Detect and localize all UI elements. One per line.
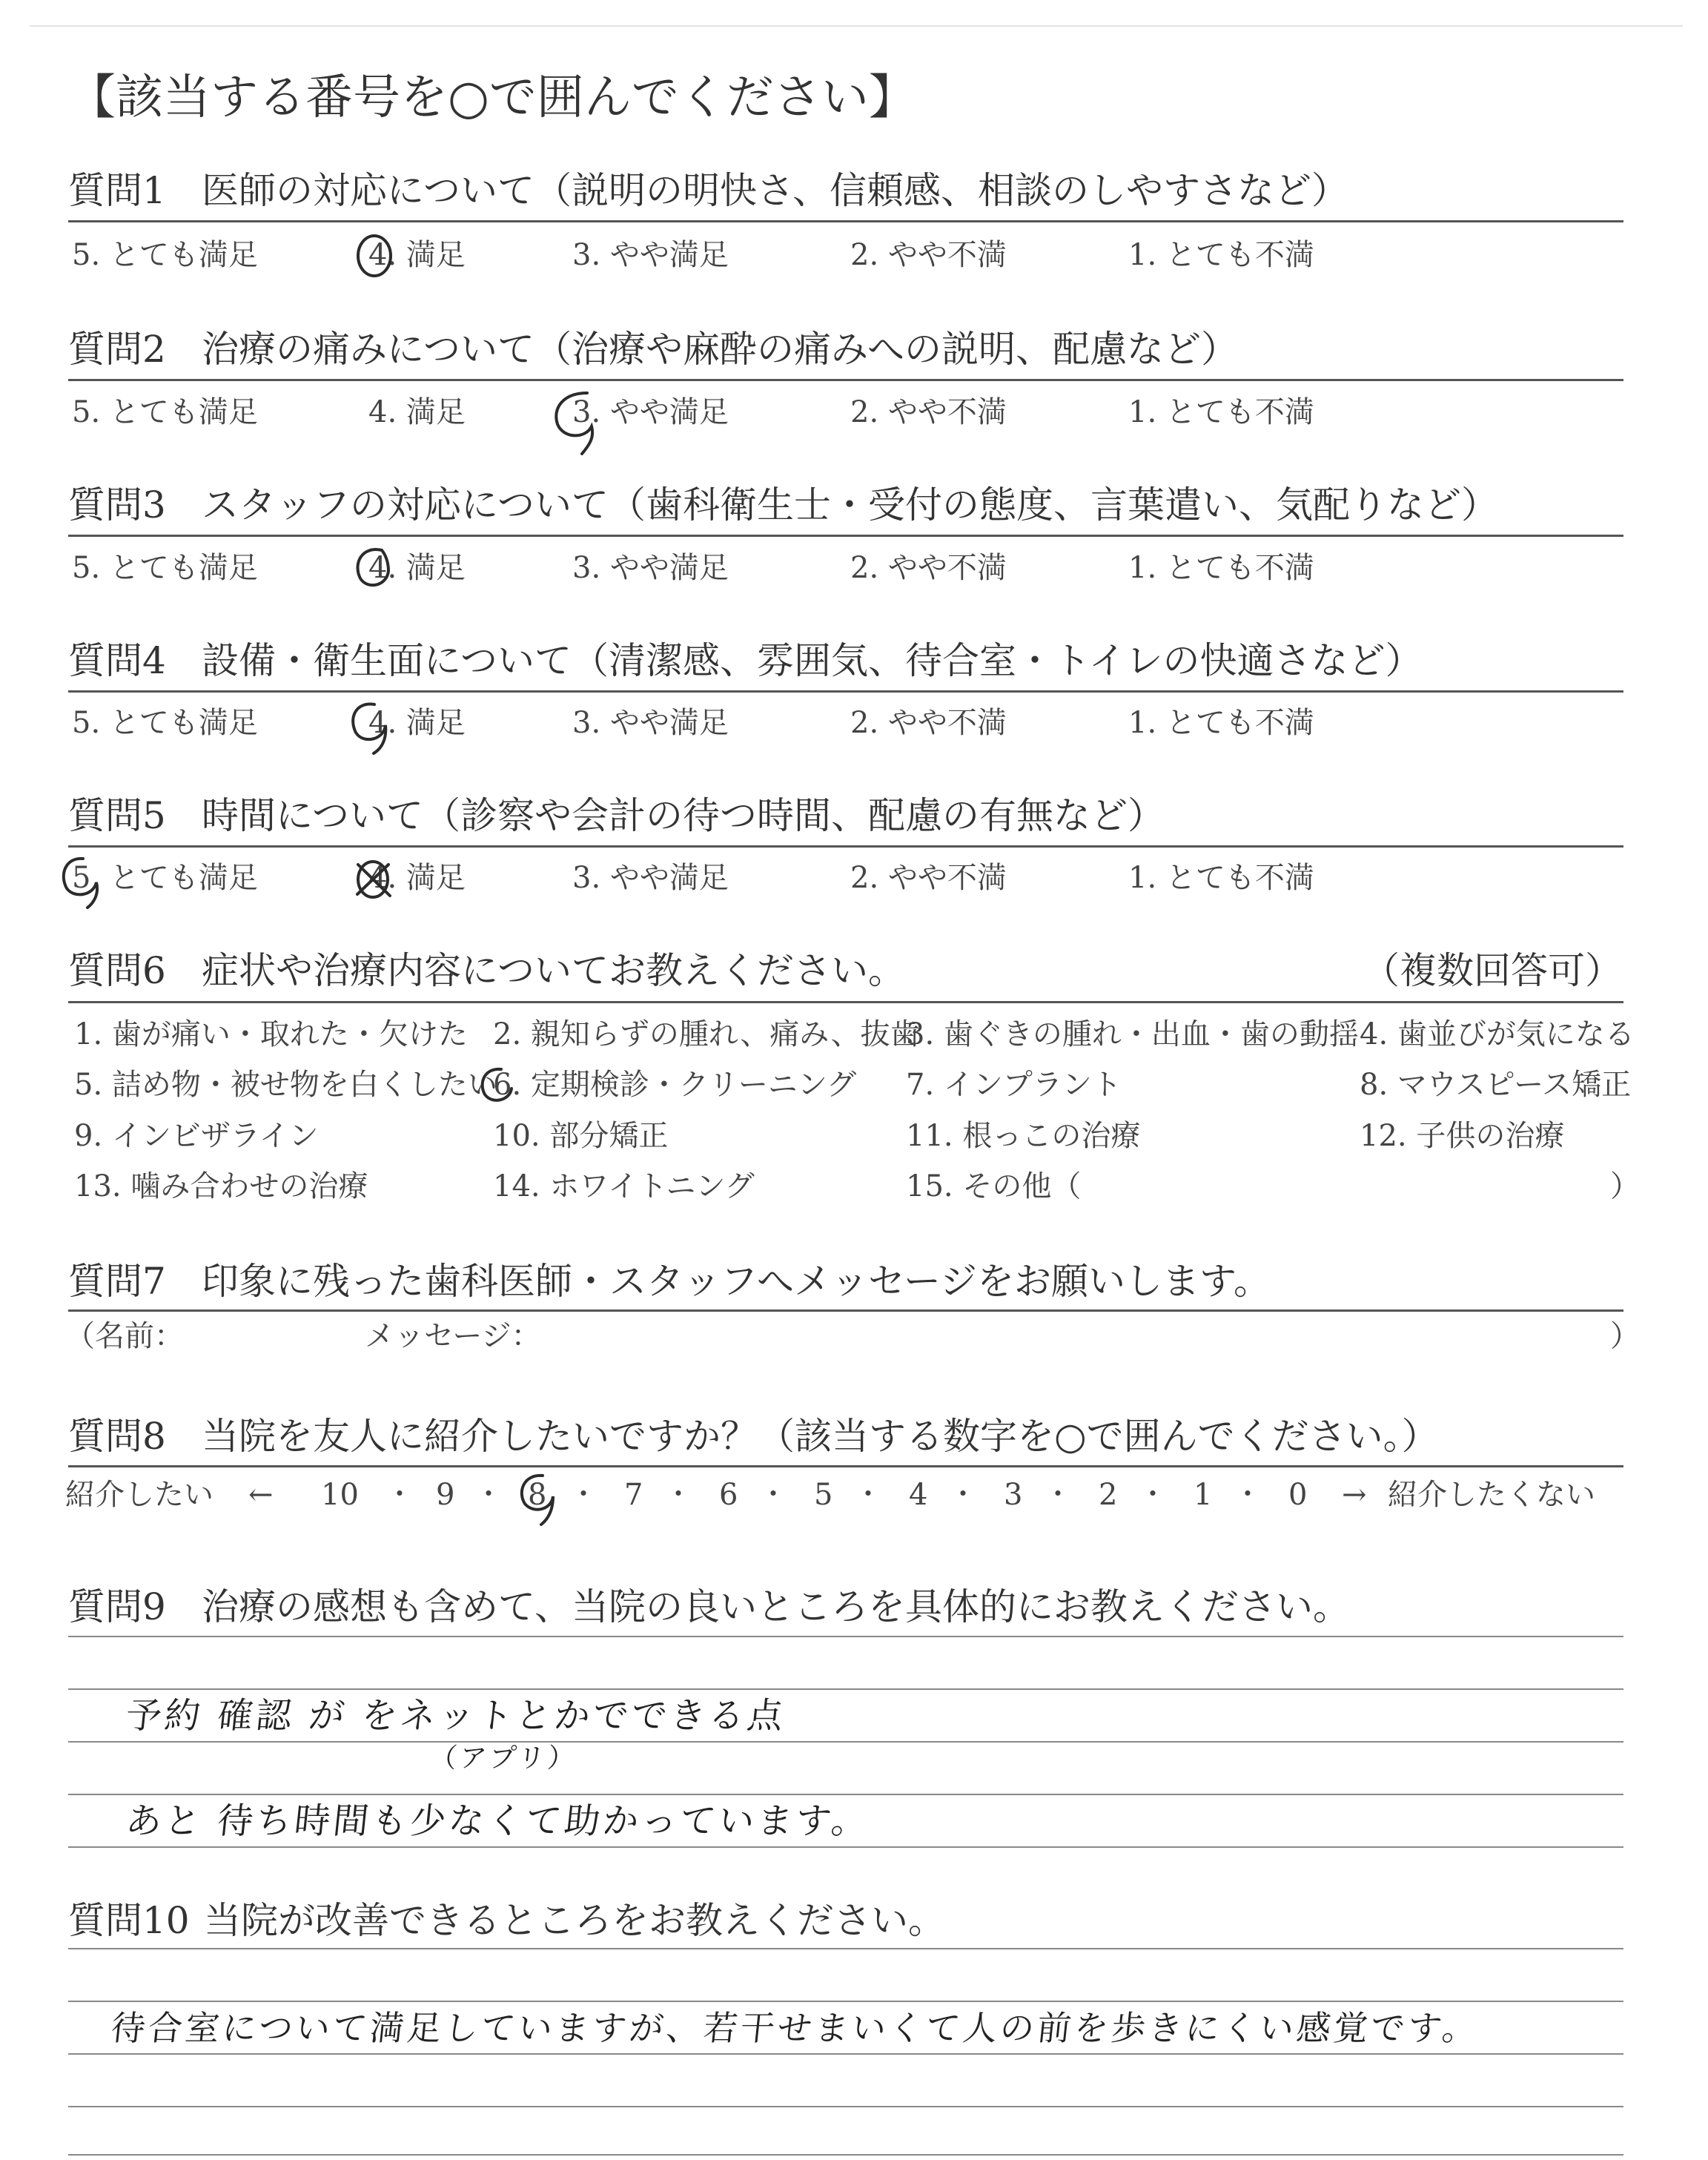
q8-dot: ・ xyxy=(1139,1478,1168,1510)
q8-number-9[interactable]: 9 xyxy=(436,1478,455,1512)
q2-selection-circle xyxy=(556,393,592,454)
q7-text: 印象に残った歯科医師・スタッフへメッセージをお願いします。 xyxy=(202,1260,1271,1303)
q4-text: 設備・衛生面について（清潔感、雰囲気、待合室・トイレの快適さなど） xyxy=(202,639,1423,682)
q6-option-7[interactable]: 7. インプラント xyxy=(906,1068,1122,1102)
q6-note: （複数回答可） xyxy=(1363,949,1622,992)
q2-option-4[interactable]: 4. 満足 xyxy=(368,395,466,429)
q8-right-arrow: → xyxy=(1342,1478,1367,1512)
q8-text: 当院を友人に紹介したいですか？（該当する数字を○で囲んでください。） xyxy=(202,1415,1439,1458)
q1-option-2[interactable]: 2. やや不満 xyxy=(850,238,1007,272)
q8-number-10[interactable]: 10 xyxy=(321,1478,359,1512)
q8-number-0[interactable]: 0 xyxy=(1288,1478,1308,1512)
q7-label: 質問7 xyxy=(68,1260,166,1303)
q4-option-3[interactable]: 3. やや満足 xyxy=(572,706,729,740)
q4-option-1[interactable]: 1. とても不満 xyxy=(1128,706,1314,740)
q1-option-5[interactable]: 5. とても満足 xyxy=(72,238,258,272)
q6-option-14[interactable]: 14. ホワイトニング xyxy=(493,1169,755,1203)
q9-handwritten-answer-1: 予約 確認 が をネットとかでできる点 xyxy=(124,1695,788,1737)
q6-option-10[interactable]: 10. 部分矯正 xyxy=(493,1119,669,1153)
q8-number-8[interactable]: 8 xyxy=(528,1478,547,1512)
q7-close-paren: ） xyxy=(1610,1319,1640,1353)
q3-label: 質問3 xyxy=(68,483,166,526)
q8-number-2[interactable]: 2 xyxy=(1099,1478,1118,1512)
q6-option-8[interactable]: 8. マウスピース矯正 xyxy=(1360,1068,1632,1102)
q8-left-label: 紹介したい xyxy=(65,1478,214,1512)
q2-option-3[interactable]: 3. やや満足 xyxy=(572,395,729,429)
q6-selection-circle xyxy=(483,1069,512,1100)
q9-handwritten-note: （アプリ） xyxy=(428,1743,579,1774)
q3-text: スタッフの対応について（歯科衛生士・受付の態度、言葉遣い、気配りなど） xyxy=(202,483,1498,526)
q3-option-1[interactable]: 1. とても不満 xyxy=(1128,551,1314,585)
q7-message-label: メッセージ： xyxy=(365,1319,541,1353)
q6-text: 症状や治療内容についてお教えください。 xyxy=(202,949,905,992)
q6-option-9[interactable]: 9. インビザライン xyxy=(74,1119,319,1153)
q10-handwritten-answer: 待合室について満足していますが、若干せまいくて人の前を歩きにくい感覚です。 xyxy=(109,2008,1482,2048)
q6-option-4[interactable]: 4. 歯並びが気になる xyxy=(1360,1017,1635,1051)
q8-number-1[interactable]: 1 xyxy=(1194,1478,1213,1512)
q1-label: 質問1 xyxy=(68,169,166,212)
q8-number-7[interactable]: 7 xyxy=(624,1478,643,1512)
q6-option-6[interactable]: 6. 定期検診・クリーニング xyxy=(493,1068,857,1102)
q8-dot: ・ xyxy=(854,1478,883,1510)
q9-text: 治療の感想も含めて、当院の良いところを具体的にお教えください。 xyxy=(202,1585,1350,1628)
q6-option-3[interactable]: 3. 歯ぐきの腫れ・出血・歯の動揺 xyxy=(906,1017,1359,1051)
q6-option-2[interactable]: 2. 親知らずの腫れ、痛み、抜歯 xyxy=(493,1017,920,1051)
q6-label: 質問6 xyxy=(68,949,166,992)
q1-text: 医師の対応について（説明の明快さ、信頼感、相談のしやすさなど） xyxy=(202,169,1348,212)
q8-right-label: 紹介したくない xyxy=(1388,1478,1595,1512)
q2-option-1[interactable]: 1. とても不満 xyxy=(1128,395,1314,429)
q6-other-close-paren: ） xyxy=(1610,1169,1640,1203)
q2-option-5[interactable]: 5. とても満足 xyxy=(72,395,258,429)
q2-text: 治療の痛みについて（治療や麻酔の痛みへの説明、配慮など） xyxy=(202,328,1238,371)
q6-option-5[interactable]: 5. 詰め物・被せ物を白くしたい xyxy=(74,1068,497,1102)
q1-option-4[interactable]: 4. 満足 xyxy=(368,238,466,272)
q5-option-3[interactable]: 3. やや満足 xyxy=(572,861,729,895)
q5-option-5[interactable]: 5. とても満足 xyxy=(72,861,258,895)
q8-dot: ・ xyxy=(1044,1478,1073,1510)
q3-selection-circle xyxy=(358,549,388,585)
q10-text: 当院が改善できるところをお教えください。 xyxy=(204,1899,945,1942)
q8-number-6[interactable]: 6 xyxy=(719,1478,738,1512)
q6-option-1[interactable]: 1. 歯が痛い・取れた・欠けた xyxy=(74,1017,468,1051)
q8-dot: ・ xyxy=(385,1478,414,1510)
q8-dot: ・ xyxy=(759,1478,788,1510)
q10-label: 質問10 xyxy=(68,1899,190,1942)
q8-dot: ・ xyxy=(664,1478,693,1510)
q8-number-5[interactable]: 5 xyxy=(814,1478,833,1512)
q8-selection-circle xyxy=(522,1476,553,1525)
q4-option-4[interactable]: 4. 満足 xyxy=(368,706,466,740)
q8-dot: ・ xyxy=(569,1478,598,1510)
q5-option-2[interactable]: 2. やや不満 xyxy=(850,861,1007,895)
q5-crossed-out-circle xyxy=(357,862,390,897)
q6-option-11[interactable]: 11. 根っこの治療 xyxy=(906,1119,1141,1153)
q8-dot: ・ xyxy=(474,1478,503,1510)
q9-label: 質問9 xyxy=(68,1585,166,1628)
q7-name-label: （名前： xyxy=(65,1319,184,1353)
q5-selection-circle xyxy=(64,859,97,908)
q4-selection-circle xyxy=(353,704,385,753)
q2-option-2[interactable]: 2. やや不満 xyxy=(850,395,1007,429)
q1-selection-circle xyxy=(358,236,391,276)
q1-option-3[interactable]: 3. やや満足 xyxy=(572,238,729,272)
q8-dot: ・ xyxy=(1234,1478,1262,1510)
q1-option-1[interactable]: 1. とても不満 xyxy=(1128,238,1314,272)
q3-option-3[interactable]: 3. やや満足 xyxy=(572,551,729,585)
q9-handwritten-answer-2: あと 待ち時間も少なくて助かっています。 xyxy=(124,1800,873,1842)
q4-option-2[interactable]: 2. やや不満 xyxy=(850,706,1007,740)
q8-label: 質問8 xyxy=(68,1415,166,1458)
q5-option-1[interactable]: 1. とても不満 xyxy=(1128,861,1314,895)
q6-option-13[interactable]: 13. 噛み合わせの治療 xyxy=(74,1169,368,1203)
q3-option-5[interactable]: 5. とても満足 xyxy=(72,551,258,585)
q2-label: 質問2 xyxy=(68,328,166,371)
q5-option-4[interactable]: 4. 満足 xyxy=(368,861,466,895)
q4-option-5[interactable]: 5. とても満足 xyxy=(72,706,258,740)
q8-dot: ・ xyxy=(949,1478,978,1510)
q4-label: 質問4 xyxy=(68,639,166,682)
q8-number-3[interactable]: 3 xyxy=(1004,1478,1023,1512)
q8-left-arrow: ← xyxy=(248,1478,274,1512)
q3-option-2[interactable]: 2. やや不満 xyxy=(850,551,1007,585)
q3-option-4[interactable]: 4. 満足 xyxy=(368,551,466,585)
q6-option-12[interactable]: 12. 子供の治療 xyxy=(1360,1119,1565,1153)
form-title: 【該当する番号を○で囲んでください】 xyxy=(68,70,916,125)
q5-label: 質問5 xyxy=(68,794,166,837)
q8-number-4[interactable]: 4 xyxy=(909,1478,928,1512)
q5-text: 時間について（診察や会計の待つ時間、配慮の有無など） xyxy=(202,794,1165,837)
q6-option-15[interactable]: 15. その他（ xyxy=(906,1169,1082,1203)
